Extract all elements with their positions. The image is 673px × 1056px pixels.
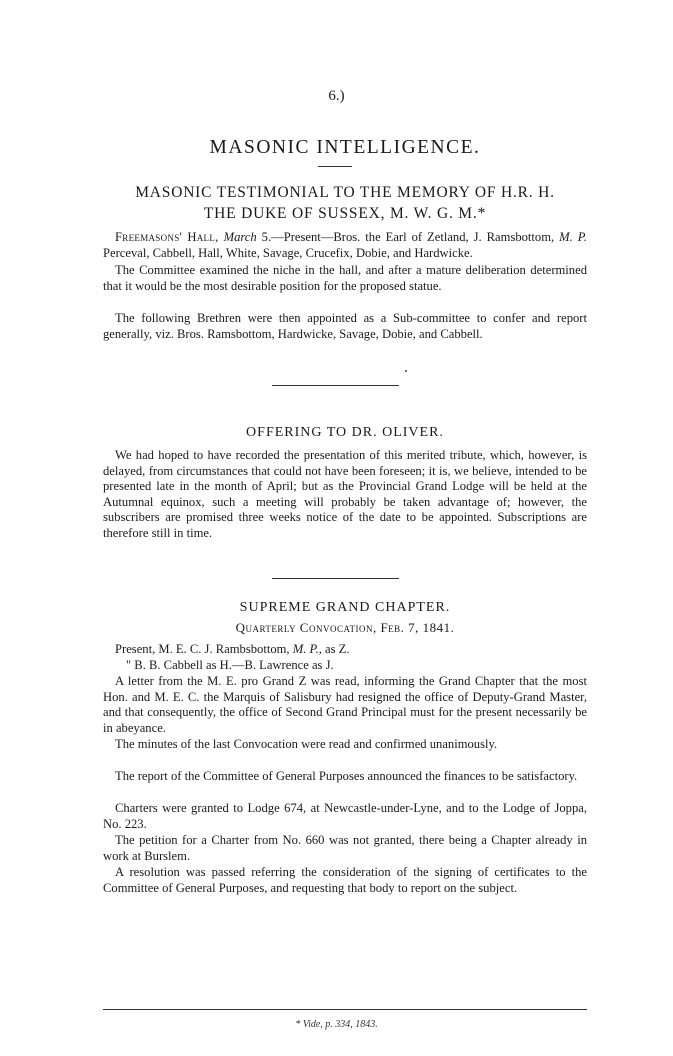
chapter-paragraph-3: The report of the Committee of General Purposes announced the finances to be satisfactory. (115, 769, 578, 783)
present-mp: M. P. (292, 642, 319, 656)
offering-paragraph: We had hoped to have recorded the presentation of this merited tribute, which, however, is delayed, from circumstances that could not have been foreseen; it is, we believe, intended to be presented late in the month of April; but as the Provincial Grand Lodge will be held at the Autumnal equinox, such a meeting will probably be taken advantage of; however, the subscribers are promised three weeks notice of the date to be appointed. Subscriptions are therefore still in time. (103, 448, 587, 540)
mp-abbrev: M. P. (559, 230, 587, 244)
present-text-b: , as Z. (318, 642, 350, 656)
chapter-paragraph-5: The petition for a Charter from No. 660 was not granted, there being a Chapter already in work at Burslem. (103, 833, 587, 863)
convocation-date: Quarterly Convocation, Feb. 7, 1841. (235, 620, 455, 635)
chapter-paragraph-4: Charters were granted to Lodge 674, at Newcastle-under-Lyne, and to the Lodge of Joppa, No. 223. (103, 801, 587, 831)
chapter-paragraph-1: A letter from the M. E. pro Grand Z was read, informing the Grand Chapter that the most Hon. and M. E. C. the Marquis of Salisbury had resigned the office of Deputy-Grand Master, and that consequently, the office of Second Grand Principal must for the present necessarily be in abeyance. (103, 674, 587, 735)
testimonial-title-line1: MASONIC TESTIMONIAL TO THE MEMORY OF H.R. H. (135, 184, 555, 201)
chapter-paragraph-6: A resolution was passed referring the consideration of the signing of certificates to the Committee of General Purposes, and requesting that body to report on the subject. (103, 865, 587, 895)
chapter-subtitle (95, 620, 595, 636)
offering-title: OFFERING TO DR. OLIVER. (246, 425, 444, 440)
attendees-text-a: 5.—Present—Bros. the Earl of Zetland, J. Ramsbottom, (256, 230, 560, 244)
section-divider-1 (272, 385, 399, 386)
footnote-rule (103, 1009, 587, 1010)
testimonial-paragraph-1 (103, 230, 587, 261)
testimonial-paragraph-2: The Committee examined the niche in the hall, and after a mature deliberation determined that it would be the most desirable position for the proposed statue. (103, 263, 587, 293)
chapter-title: SUPREME GRAND CHAPTER. (239, 600, 451, 615)
testimonial-title-line2: THE DUKE OF SUSSEX, M. W. G. M.* (203, 205, 487, 222)
present-text-a: Present, M. E. C. J. Rambsbottom, (115, 642, 293, 656)
present-line-2: " B. B. Cabbell as H.—B. Lawrence as J. (126, 658, 334, 672)
heading-rule (318, 166, 352, 167)
section-divider-2 (272, 578, 399, 579)
footnote: * Vide, p. 334, 1843. (295, 1019, 378, 1030)
page-number: 6.) (328, 88, 345, 104)
freemasons-hall-lead: Freemasons' Hall, (115, 230, 219, 244)
meeting-date-month: March (223, 230, 257, 244)
testimonial-paragraph-3: The following Brethren were then appointed as a Sub-committee to confer and report generally, viz. Bros. Ramsbottom, Hardwicke, Savage, Dobie, and Cabbell. (103, 311, 587, 341)
chapter-paragraph-2: The minutes of the last Convocation were read and confirmed unanimously. (115, 737, 498, 751)
main-heading: MASONIC INTELLIGENCE. (209, 137, 481, 158)
stray-mark (405, 370, 407, 372)
attendees-text-b: Perceval, Cabbell, Hall, White, Savage, Crucefix, Dobie, and Hardwicke. (103, 245, 473, 260)
present-line-1 (115, 642, 350, 657)
